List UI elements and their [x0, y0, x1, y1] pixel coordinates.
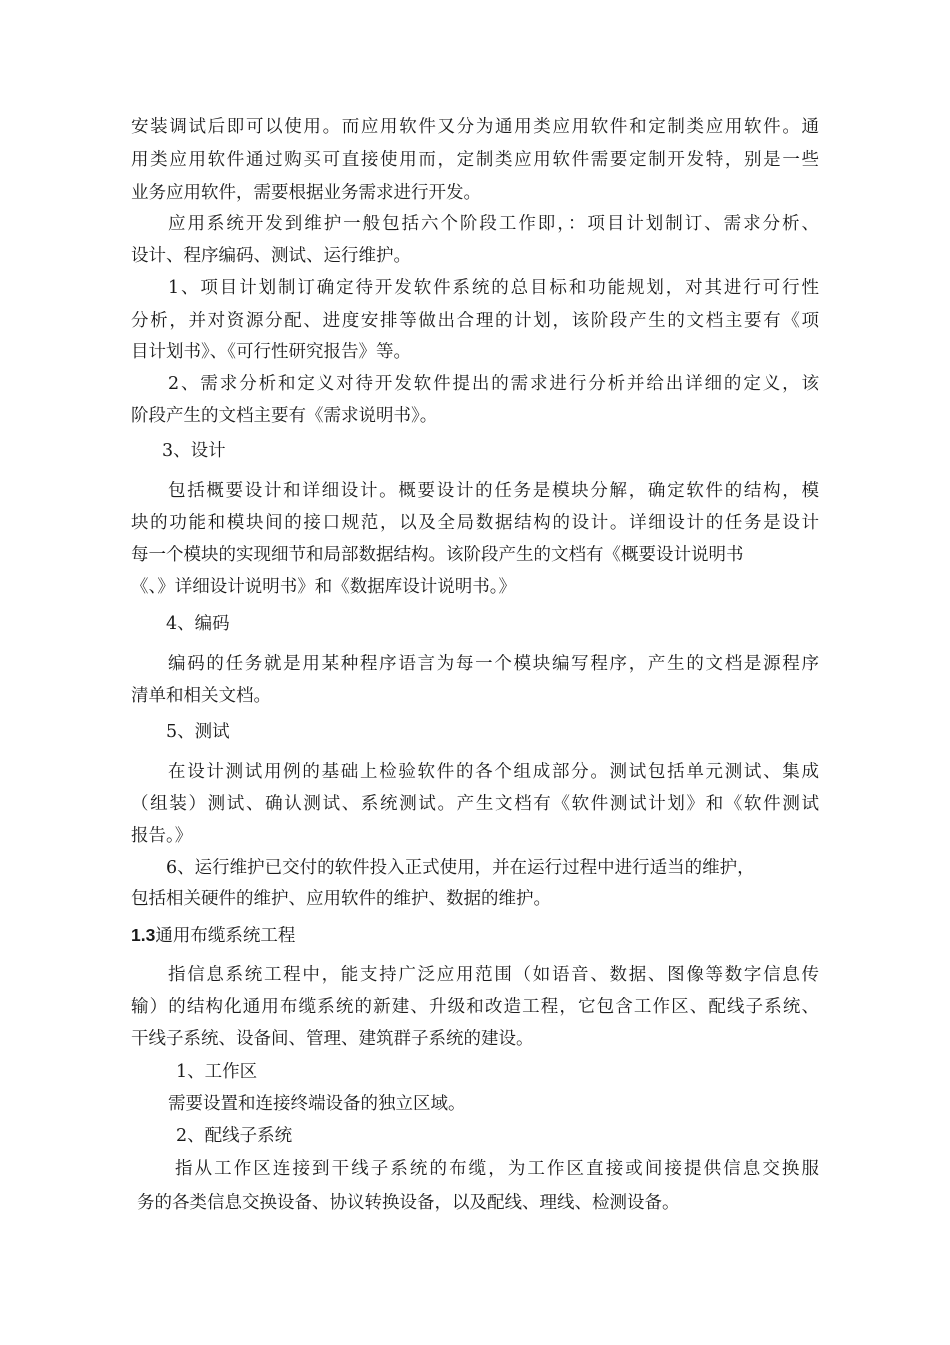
body-line: 指从工作区连接到干线子系统的布缆，为工作区直接或间接提供信息交换服 — [175, 1159, 822, 1179]
body-line: 2、需求分析和定义对待开发软件提出的需求进行分析并给出详细的定义，该 — [168, 374, 821, 394]
body-line: 业务应用软件，需要根据业务需求进行开发。 — [131, 183, 481, 203]
section-number: 1.3 — [131, 925, 156, 945]
body-line: 干线子系统、设备间、管理、建筑群子系统的建设。 — [131, 1029, 534, 1049]
body-line: 设计、程序编码、测试、运行维护。 — [131, 246, 411, 266]
body-line: 编码的任务就是用某种程序语言为每一个模块编写程序，产生的文档是源程序 — [168, 654, 821, 674]
subsection-heading: 3、设计 — [162, 441, 226, 461]
body-line: （组装）测试、确认测试、系统测试。产生文档有《软件测试计划》和《软件测试 — [131, 794, 821, 814]
body-line: 指信息系统工程中，能支持广泛应用范围（如语音、数据、图像等数字信息传 — [168, 965, 821, 985]
body-line: 包括相关硬件的维护、应用软件的维护、数据的维护。 — [131, 889, 551, 909]
subsection-heading: 1、工作区 — [176, 1062, 258, 1082]
body-line: 块的功能和模块间的接口规范，以及全局数据结构的设计。详细设计的任务是设计 — [131, 513, 821, 533]
body-line: 报告。》 — [131, 826, 193, 846]
body-line: 每一个模块的实现细节和局部数据结构。该阶段产生的文档有《概要设计说明书 — [131, 545, 744, 565]
body-line: 务的各类信息交换设备、协议转换设备，以及配线、理线、检测设备。 — [137, 1193, 680, 1213]
body-line: 应用系统开发到维护一般包括六个阶段工作即，：项目计划制订、需求分析、 — [168, 214, 821, 234]
body-line: 需要设置和连接终端设备的独立区域。 — [168, 1094, 466, 1114]
section-title: 通用布缆系统工程 — [155, 926, 296, 946]
body-line: 包括概要设计和详细设计。概要设计的任务是模块分解，确定软件的结构，模 — [168, 481, 821, 501]
body-line: 分析，并对资源分配、进度安排等做出合理的计划，该阶段产生的文档主要有《项 — [131, 311, 821, 331]
body-line: 6、运行维护已交付的软件投入正式使用，并在运行过程中进行适当的维护， — [166, 858, 755, 878]
body-line: 1、项目计划制订确定待开发软件系统的总目标和功能规划，对其进行可行性 — [168, 278, 821, 298]
subsection-heading: 2、配线子系统 — [176, 1126, 293, 1146]
subsection-heading: 4、编码 — [166, 614, 230, 634]
body-line: 在设计测试用例的基础上检验软件的各个组成部分。测试包括单元测试、集成 — [168, 762, 821, 782]
body-line: 阶段产生的文档主要有《需求说明书》。 — [131, 406, 438, 426]
body-line: 清单和相关文档。 — [131, 686, 271, 706]
body-line: 安装调试后即可以使用。而应用软件又分为通用类应用软件和定制类应用软件。通 — [131, 117, 821, 137]
section-heading — [131, 923, 295, 948]
body-line: 用类应用软件通过购买可直接使用而，定制类应用软件需要定制开发特，别是一些 — [131, 150, 821, 170]
body-line: 输）的结构化通用布缆系统的新建、升级和改造工程，它包含工作区、配线子系统、 — [131, 997, 821, 1017]
body-line: 《、》详细设计说明书》和《数据库设计说明书。》 — [131, 577, 516, 597]
body-line: 目计划书》、《可行性研究报告》等。 — [131, 342, 411, 362]
subsection-heading: 5、测试 — [166, 722, 230, 742]
